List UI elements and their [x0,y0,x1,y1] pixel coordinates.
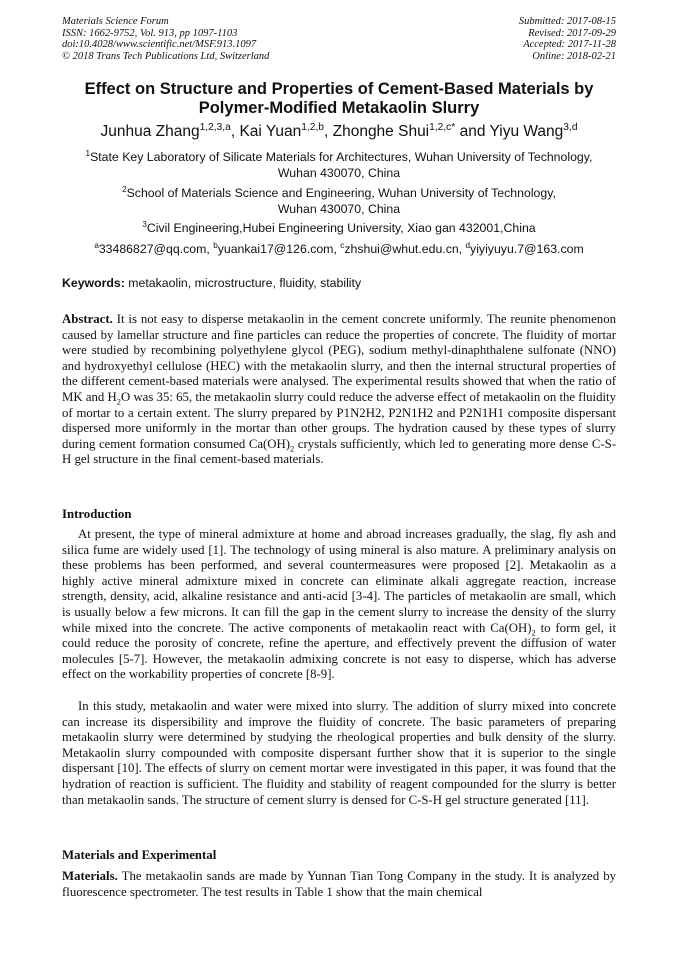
date-accepted: Accepted: 2017-11-28 [523,39,616,51]
abstract-text: O was 35: 65, the metakaolin slurry could reduce the adverse effect of metakaolin on the fluidity of mortar to a certain extent. The slurry prepared by P1N2H2, P2N1H2 and P2N1H1 composite dispersant dispersed more uniformly in the mortar than other groups. The hydration caused by these types of slurry during cement formation consumed Ca(OH) [62,389,616,451]
abstract-text: It is not easy to disperse metakaolin in the cement concrete uniformly. The reunite phenomenon caused by lamellar structure and fine particles can reduce the properties of concrete. The fluidity of mortar were studied by recombining polyethylene glycol (PEG), sodium methyl-dinaphthalene sulfonate (NNO) and hydroxyethyl cellulose (HEC) with the metakaolin slurry, and then the internal structural properties of the different cement-based materials were analysed. The experimental results showed that when the ratio of MK and H [62,312,616,404]
materials-paragraph [62,869,616,900]
affiliation-number: 1 [85,148,91,158]
affiliation-line: Wuhan 430070, China [277,165,401,180]
author-name: Junhua Zhang [100,123,200,140]
affiliation-line: Civil Engineering,Hubei Engineering University, Xiao gan 432001,China [146,221,536,235]
email-sup: c [340,240,345,250]
abstract-label: Abstract. [62,312,113,326]
paragraph-text: to form gel, it could reduce the porosity of concrete, refine the aperture, and effectively prevent the diffusion of water molecules [5-7]. However, the metakaolin admixing concrete is not easy to disperse, which has adverse effect on the workability properties of concrete [8-9]. [62,620,617,682]
author-separator: and [455,123,490,140]
email-separator: , [458,242,466,256]
paragraph-text: The metakaolin sands are made by Yunnan Tian Tong Company in the study. It is analyzed by fluorescence spectrometer. The test results in Table 1 show that the main chemical [62,869,616,899]
journal-name: Materials Science Forum [62,16,169,27]
email-sup: b [213,240,218,250]
email-sup: a [94,240,99,250]
email-link[interactable]: 33486827@qq.com [98,242,207,256]
email-list [62,242,616,257]
author-affil-sup: 1,2,c* [429,121,456,133]
author-affil-sup: 3,d [563,121,578,133]
paper-title [62,80,616,118]
affiliation-3 [62,221,616,237]
date-submitted: Submitted: 2017-08-15 [518,16,616,27]
paragraph-text: At present, the type of mineral admixture at home and abroad increases gradually, the slag, fly ash and silica fume are widely used [1]. The technology of using mineral is also mature. A preliminary analysis on these problems has been performed, and several countermeasures were proposed [2]. Metakaolin as a highly active mineral admixture mixed in concrete can eliminate alkali aggregate reaction, increase strength, density, acid, alkaline resistance and anti-acid [3-4]. The particles of metakaolin are small, which is usually below a few microns. It can fill the gap in the cement slurry to increase the density of the slurry while mixed into the concrete. The active components of metakaolin react with Ca(OH) [62,527,616,635]
email-link[interactable]: zhshui@whut.edu.cn [344,242,459,256]
title-line-2: Polymer-Modified Metakaolin Slurry [198,99,480,117]
affiliation-line: School of Materials Science and Engineering, Wuhan University of Technology, [126,186,556,200]
journal-info [62,16,269,62]
author-name: Zhonghe Shui [332,123,430,140]
email-link[interactable]: yuankai17@126.com [217,242,334,256]
subscript: 2 [531,627,536,638]
affiliation-number: 2 [122,184,127,194]
email-separator: , [333,242,341,256]
keywords-label: Keywords: [62,276,125,290]
section-heading-materials: Materials and Experimental [62,848,217,862]
introduction-paragraph-1 [62,527,616,683]
journal-doi: doi:10.4028/www.scientific.net/MSF.913.1097 [62,39,257,51]
affiliation-line: Wuhan 430070, China [277,201,401,216]
introduction-paragraph-2: In this study, metakaolin and water were mixed into slurry. The addition of slurry mixed into concrete can increase its dispersibility and improve the fluidity of concrete. The basic parameters of preparing metakaolin slurry were determined by studying the rheological properties and bulk density of the slurry. Metakaolin slurry compounded with composite dispersant further show that it is superior to the single dispersant [10]. The effects of slurry on cement mortar were investigated in this paper, it was found that the hydration of reaction is sufficient. The fluidity and stability of reagent compounded for the slurry is better than metakaolin sands. The structure of cement slurry is densed for C-S-H gel structure generated [11]. [62,699,616,807]
author-separator: , [230,123,240,140]
email-separator: , [206,242,214,256]
subscript: 2 [116,396,121,407]
author-name: Yiyu Wang [489,123,564,140]
section-heading-introduction: Introduction [62,507,132,521]
keywords [62,276,616,291]
date-revised: Revised: 2017-09-29 [528,27,616,39]
affiliation-2 [62,186,616,217]
author-affil-sup: 1,2,3,a [199,121,231,133]
affiliation-number: 3 [142,219,147,229]
email-sup: d [465,240,471,250]
author-name: Kai Yuan [239,123,302,140]
affiliation-1 [62,150,616,181]
journal-issn: ISSN: 1662-9752, Vol. 913, pp 1097-1103 [62,27,238,39]
author-affil-sup: 1,2,b [301,121,324,133]
author-list [62,122,616,142]
publication-dates [519,16,616,62]
affiliation-line: State Key Laboratory of Silicate Materials for Architectures, Wuhan University of Technology, [90,150,593,164]
materials-label: Materials. [62,869,118,883]
email-link[interactable]: yiyiyuyu.7@163.com [470,242,584,256]
date-online: Online: 2018-02-21 [532,50,616,62]
subscript: 2 [290,443,295,454]
keywords-text: metakaolin, microstructure, fluidity, stability [124,276,362,290]
abstract-text: crystals sufficiently, which led to generating more dense C-S-H gel structure in the final cement-based materials. [62,436,616,467]
title-line-1: Effect on Structure and Properties of Cement-Based Materials by [84,80,594,98]
abstract [62,312,616,468]
journal-copyright: © 2018 Trans Tech Publications Ltd, Switzerland [62,50,270,62]
author-separator: , [323,123,333,140]
